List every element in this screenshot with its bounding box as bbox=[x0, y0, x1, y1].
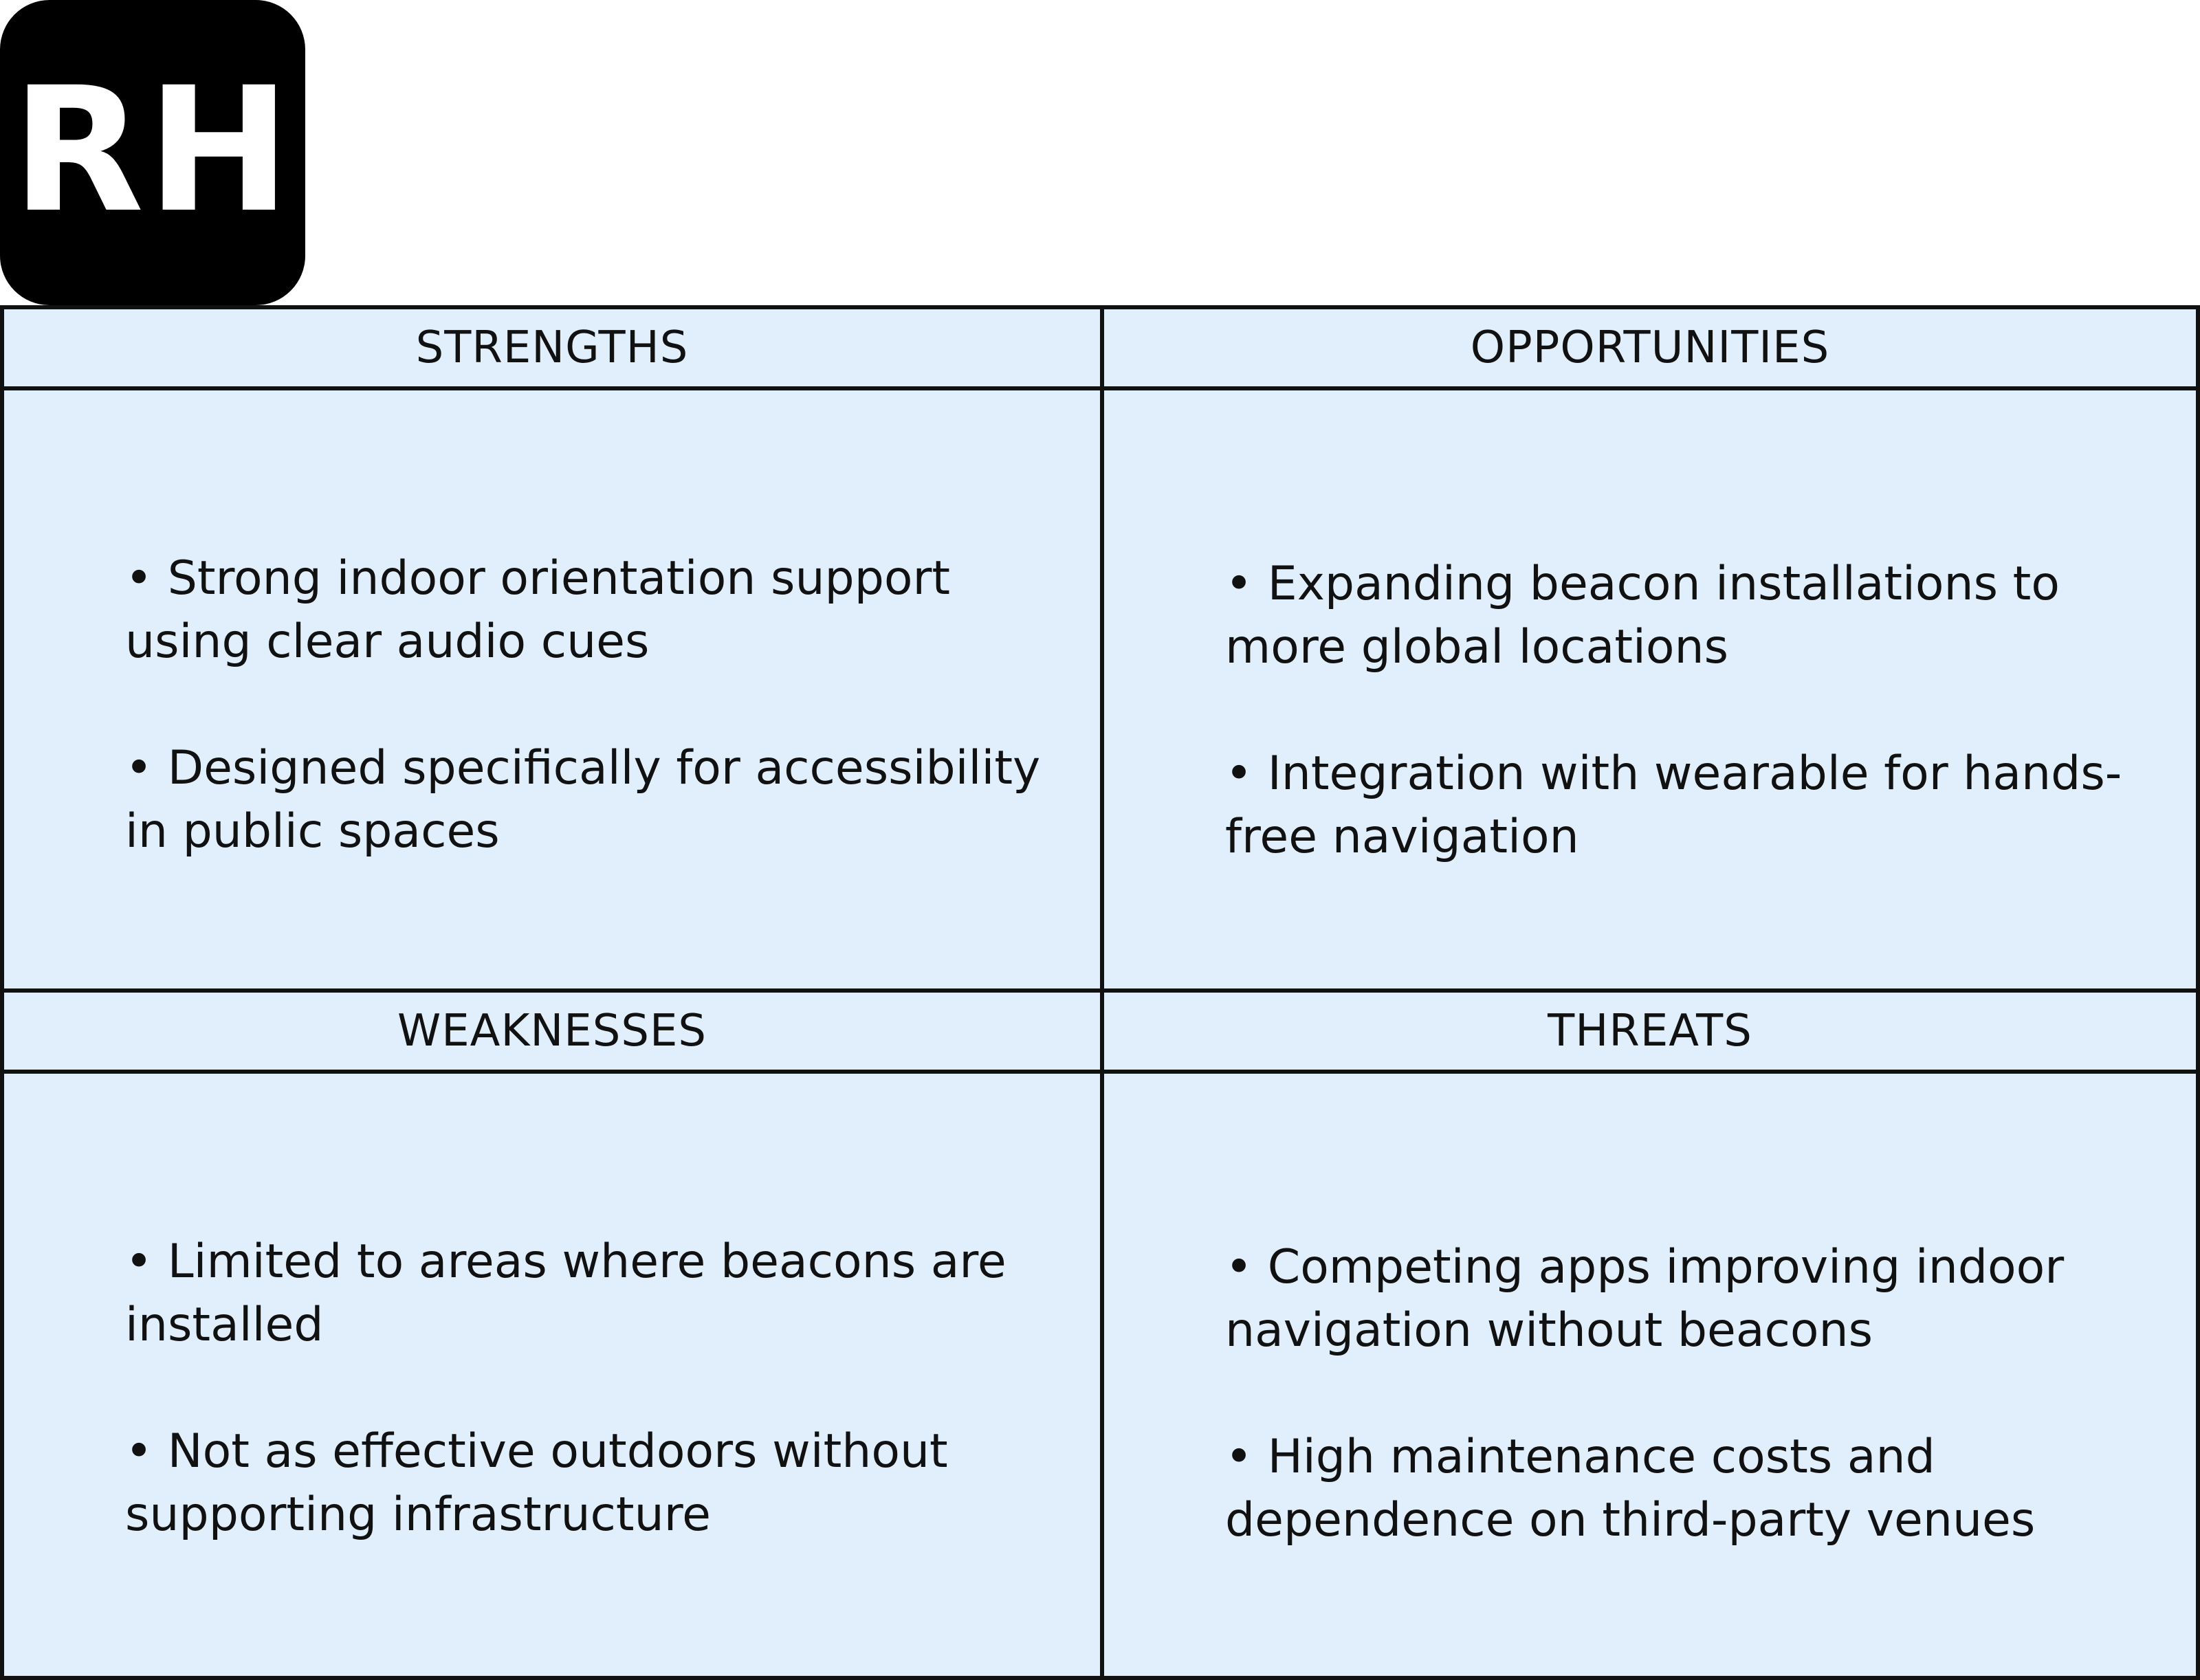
weaknesses-list bbox=[125, 1230, 1074, 1547]
strengths-header: STRENGTHS bbox=[4, 309, 1104, 390]
opportunities-item: • Expanding beacon installations to more global locations bbox=[1225, 557, 2060, 674]
threats-item: • High maintenance costs and dependence on third-party venues bbox=[1225, 1430, 2036, 1547]
weaknesses-item: • Limited to areas where beacons are installed bbox=[125, 1235, 1006, 1352]
weaknesses-panel bbox=[4, 1074, 1104, 1676]
opportunities-list bbox=[1225, 553, 2174, 869]
opportunities-panel bbox=[1104, 390, 2196, 993]
threats-item: • Competing apps improving indoor navigation without beacons bbox=[1225, 1240, 2065, 1358]
threats-panel bbox=[1104, 1074, 2196, 1676]
strengths-list bbox=[125, 547, 1074, 863]
threats-header: THREATS bbox=[1104, 993, 2196, 1074]
strengths-item: • Strong indoor orientation support using clear audio cues bbox=[125, 551, 951, 669]
threats-list bbox=[1225, 1236, 2174, 1552]
logo-text: RH bbox=[12, 50, 294, 250]
swot-grid bbox=[0, 305, 2200, 1680]
rh-logo bbox=[0, 0, 305, 305]
opportunities-item: • Integration with wearable for hands-free navigation bbox=[1225, 747, 2122, 864]
strengths-panel bbox=[4, 390, 1104, 993]
weaknesses-header: WEAKNESSES bbox=[4, 993, 1104, 1074]
strengths-item: • Designed specifically for accessibility in public spaces bbox=[125, 741, 1041, 859]
weaknesses-item: • Not as effective outdoors without supporting infrastructure bbox=[125, 1424, 948, 1542]
opportunities-header: OPPORTUNITIES bbox=[1104, 309, 2196, 390]
